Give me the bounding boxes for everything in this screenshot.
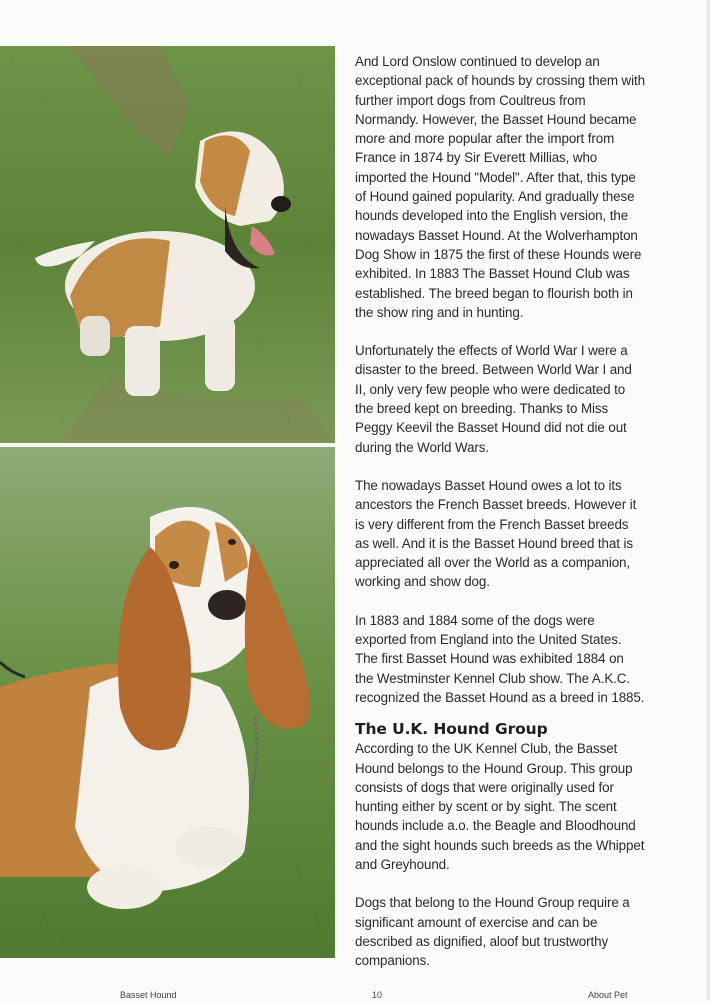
section-paragraph: Dogs that belong to the Hound Group require a significant amount of exercise and can be described as dignified, aloof but trustworthy companions. [355,895,630,969]
page-footer [0,990,710,1004]
photo-sitting-basset-hound [0,447,335,958]
page-number: 10 [372,990,383,1000]
article-paragraph: And Lord Onslow continued to develop an exceptional pack of hounds by crossing them with further import dogs from Coultreus from Normandy. However, the Basset Hound became more and more popular after the import from France in 1874 by Sir Everett Millias, who imported the Hound "Model". After that, this type of Hound gained popularity. And gradually these hounds developed into the English version, the nowadays Basset Hound. At the Wolverhampton Dog Show in 1875 the first of these Hounds were exhibited. In 1883 The Basset Hound Club was established. The breed began to flourish both in the show ring and in hunting. [355,54,645,320]
footer-series-title: About Pet [588,990,628,1000]
section-paragraph: According to the UK Kennel Club, the Basset Hound belongs to the Hound Group. This group consists of dogs that were originally used for hunting either by scent or by sight. The scent hounds include a.o. the Beagle and Bloodhound and the sight hounds such breeds as the Whippet and Greyhound. [355,741,645,872]
article-paragraph: Unfortunately the effects of World War I were a disaster to the breed. Between World War I and II, only very few people who were dedicated to the breed kept on breeding. Thanks to Miss Peggy Keevil the Basset Hound did not die out during the World Wars. [355,343,632,455]
footer-book-title: Basset Hound [120,990,177,1000]
photo-standing-basset-hound [0,46,335,443]
page-edge-shadow [706,0,710,1000]
section-heading: The U.K. Hound Group [355,720,548,739]
article-text-column [355,52,645,989]
article-paragraph: In 1883 and 1884 some of the dogs were exported from England into the United States. The first Basset Hound was exhibited 1884 on the Westminster Kennel Club show. The A.K.C. recognized the Basset Hound as a breed in 1885. [355,612,645,705]
article-paragraph: The nowadays Basset Hound owes a lot to its ancestors the French Basset breeds. However it is very different from the French Basset breeds as well. And it is the Basset Hound breed that is appreciated all over the World as a companion, working and show dog. [355,477,637,590]
